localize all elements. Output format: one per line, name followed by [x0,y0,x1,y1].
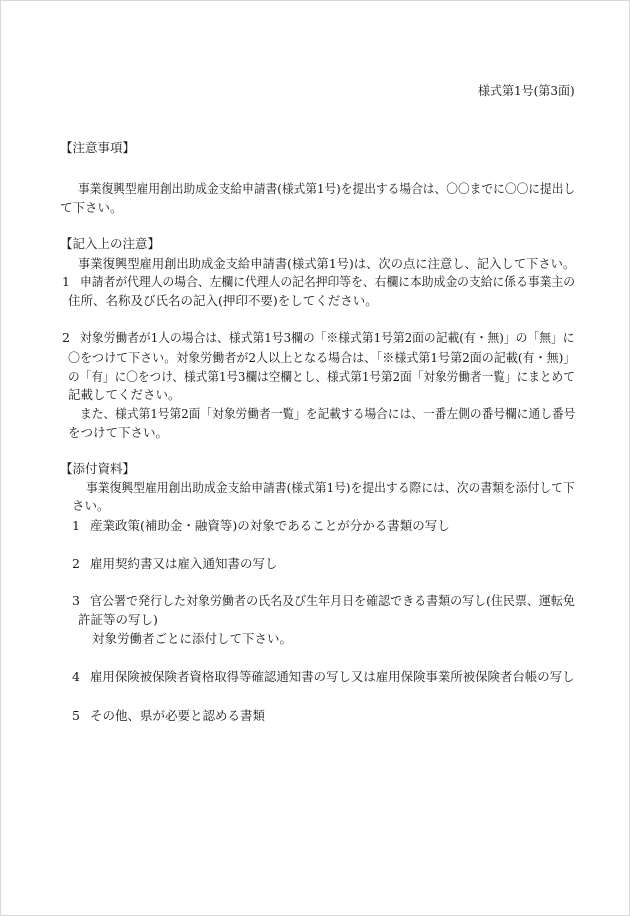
entry-heading: 【記入上の注意】 [60,236,161,251]
entry-intro: 事業復興型雇用創出助成金支給申請書(様式第1号)は、次の点に注意し、記入して下さい。 [78,256,576,271]
attach-heading: 【添付資料】 [60,461,136,476]
attach-item-5-text: その他、県が必要と認める書類 [90,708,266,723]
entry-item-2-line-5: また、様式第1号第2面「対象労働者一覧」を記載する場合には、一番左側の番号欄に通し番号 [80,406,576,421]
entry-item-2-line-6: をつけて下さい。 [68,425,169,440]
entry-item-2-line-4: 記載してください。 [68,387,181,402]
notes-line-2: て下さい。 [60,200,123,215]
entry-item-2-line-2: 〇をつけて下さい。対象労働者が2人以上となる場合は、「※様式第1号第2面の記載(有・無)」 [68,350,576,365]
attach-item-1-number: 1 [72,518,80,533]
attach-item-4-text: 雇用保険被保険者資格取得等確認通知書の写し又は雇用保険事業所被保険者台帳の写し [90,669,575,684]
attach-item-3-line-1: 官公署で発行した対象労働者の氏名及び生年月日を確認できる書類の写し(住民票、運転免 [90,593,575,608]
entry-item-1-line-2: 住所、名称及び氏名の記入(押印不要)をしてください。 [68,293,378,308]
attach-item-2-text: 雇用契約書又は雇入通知書の写し [90,556,278,571]
entry-item-1-number: 1 [62,274,70,289]
attach-item-1-text: 産業政策(補助金・融資等)の対象であることが分かる書類の写し [90,518,450,533]
attach-item-3-line-3: 対象労働者ごとに添付して下さい。 [92,631,293,646]
attach-item-2-number: 2 [72,556,80,571]
attach-item-3-line-2: 許証等の写し) [78,612,158,627]
attach-item-3-number: 3 [72,593,80,608]
notes-heading: 【注意事項】 [60,140,136,155]
form-label: 様式第1号(第3面) [478,83,575,98]
attach-item-5-number: 5 [72,708,80,723]
entry-item-2-line-3: の「有」に〇をつけ、様式第1号3欄は空欄とし、様式第1号第2面「対象労働者一覧」にまとめて [68,369,575,384]
entry-item-2-line-1: 対象労働者が1人の場合は、様式第1号3欄の「※様式第1号第2面の記載(有・無)」の「無」に [80,330,575,345]
notes-line-1: 事業復興型雇用創出助成金支給申請書(様式第1号)を提出する場合は、〇〇までに〇〇に提出し [78,181,576,196]
entry-item-2-number: 2 [62,330,70,345]
attach-intro-line-1: 事業復興型雇用創出助成金支給申請書(様式第1号)を提出する際には、次の書類を添付して下 [86,480,575,495]
attach-item-4-number: 4 [72,669,80,684]
attach-intro-line-2: さい。 [72,498,110,513]
entry-item-1-line-1: 申請者が代理人の場合、左欄に代理人の記名押印等を、右欄に本助成金の支給に係る事業主の [80,274,576,289]
